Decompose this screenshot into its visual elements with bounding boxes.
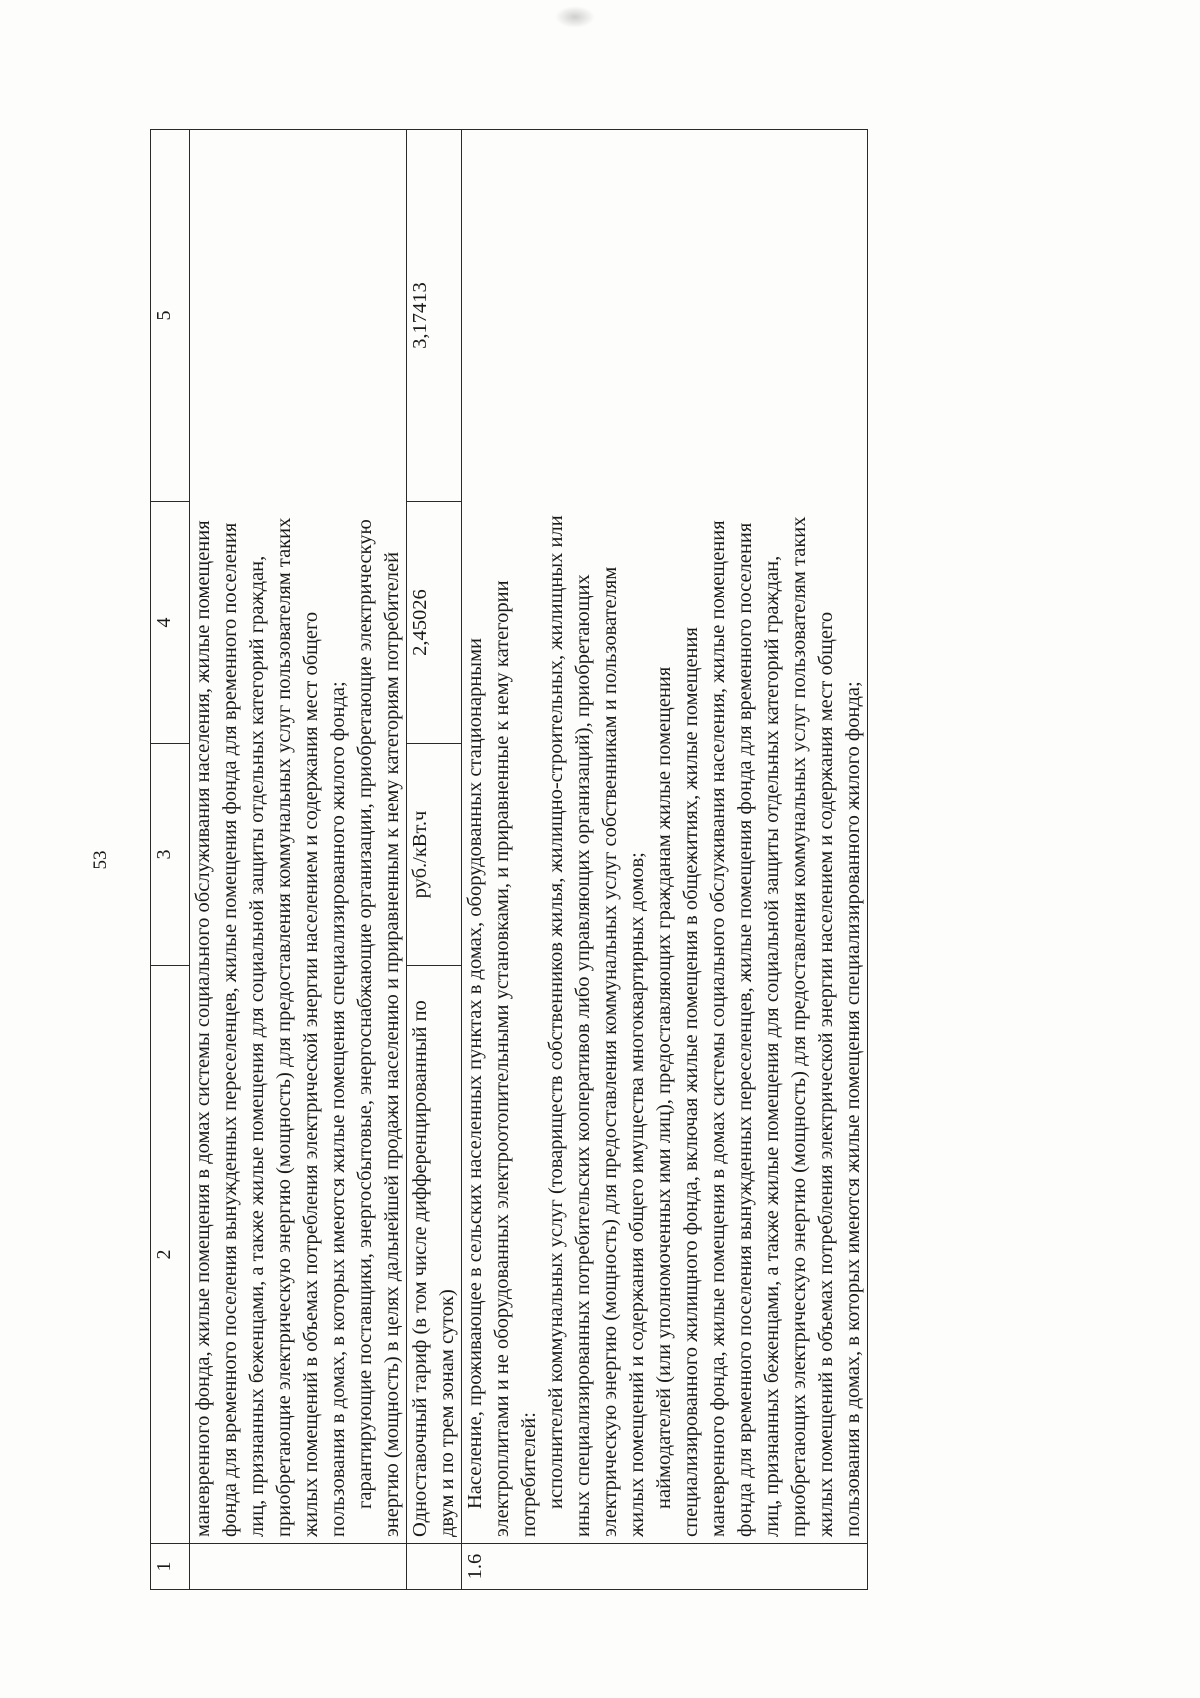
tariff-unit: руб./кВт.ч <box>407 744 462 966</box>
col-header-1: 1 <box>151 1544 190 1590</box>
header-row <box>151 130 190 1590</box>
col-header-2: 2 <box>151 966 190 1544</box>
block-b-number: 1.6 <box>462 1544 868 1590</box>
col-header-4: 4 <box>151 502 190 744</box>
block-a-number <box>190 1544 407 1590</box>
page-number: 53 <box>90 850 111 870</box>
text-line: иных специализированных потребительских кооперативов либо управляющих организаций), приобретающих <box>572 574 594 1537</box>
text-line: Население, проживающее в сельских населенных пунктах в домах, оборудованных стационарными <box>464 637 486 1509</box>
tariff-label: Одноставочный тариф (в том числе дифференцированный по двум и по трем зонам суток) <box>407 966 462 1544</box>
text-line: специализированного жилищного фонда, включая жилые помещения в общежитиях, жилые помещения <box>680 627 702 1537</box>
block-a-row <box>190 130 407 1590</box>
text-line: маневренного фонда, жилые помещения в домах системы социального обслуживания населения, жилые помещения <box>707 520 729 1537</box>
col-header-5: 5 <box>151 130 190 502</box>
tariff-value-2: 3,17413 <box>407 130 462 502</box>
text-line: пользования в домах, в которых имеются жилые помещения специализированного жилого фонда; <box>327 681 349 1537</box>
text-line: электрическую энергию (мощность) для предоставления коммунальных услуг собственникам и пользователям <box>599 566 621 1537</box>
text-line: лиц, признанных беженцами, а также жилые помещения для социальной защиты отдельных категорий граждан, <box>761 555 783 1537</box>
text-line: потребителей: <box>518 1412 540 1537</box>
text-line: пользования в домах, в которых имеются жилые помещения специализированного жилого фонда; <box>842 681 864 1537</box>
tariff-number <box>407 1544 462 1590</box>
text-line: жилых помещений в объемах потребления электрической энергии населением и содержания мест общего <box>815 611 837 1537</box>
text-line: фонда для временного поселения вынужденных переселенцев, жилые помещения фонда для временного поселения <box>734 522 756 1537</box>
text-line: жилых помещений и содержания общего имущества многоквартирных домов; <box>626 852 648 1537</box>
text-line: приобретающие электрическую энергию (мощность) для предоставления коммунальных услуг пользователям таких <box>273 517 295 1537</box>
tariff-row <box>407 130 462 1590</box>
block-a-text <box>190 130 407 1544</box>
text-line: лиц, признанных беженцами, а также жилые помещения для социальной защиты отдельных категорий граждан, <box>246 555 268 1537</box>
block-b-text <box>462 130 868 1544</box>
text-line: электроплитами и не оборудованных электроотопительными установками, и приравненные к нему категории <box>491 580 513 1537</box>
text-line: наймодателей (или уполномоченных ими лиц), предоставляющих гражданам жилые помещения <box>653 666 675 1509</box>
text-line: исполнителей коммунальных услуг (товариществ собственников жилья, жилищно-строительных, жилищных или <box>545 515 567 1509</box>
text-line: энергию (мощность) в целях дальнейшей продажи населению и приравненным к нему категориям потребителей <box>381 551 403 1537</box>
scan-artifact <box>555 6 595 28</box>
text-line: гарантирующие поставщики, энергосбытовые, энергоснабжающие организации, приобретающие электрическую <box>354 519 376 1509</box>
text-line: фонда для временного поселения вынужденных переселенцев, жилые помещения фонда для временного поселения <box>219 522 241 1537</box>
tariff-table <box>150 129 868 1590</box>
tariff-value-1: 2,45026 <box>407 502 462 744</box>
text-line: приобретающих электрическую энергию (мощность) для предоставления коммунальных услуг пользователям таких <box>788 516 810 1537</box>
rotated-content <box>90 130 1050 1590</box>
text-line: жилых помещений в объемах потребления электрической энергии населением и содержания мест общего <box>300 611 322 1537</box>
block-b-row <box>462 130 868 1590</box>
text-line: маневренного фонда, жилые помещения в домах системы социального обслуживания населения, жилые помещения <box>192 520 214 1537</box>
col-header-3: 3 <box>151 744 190 966</box>
